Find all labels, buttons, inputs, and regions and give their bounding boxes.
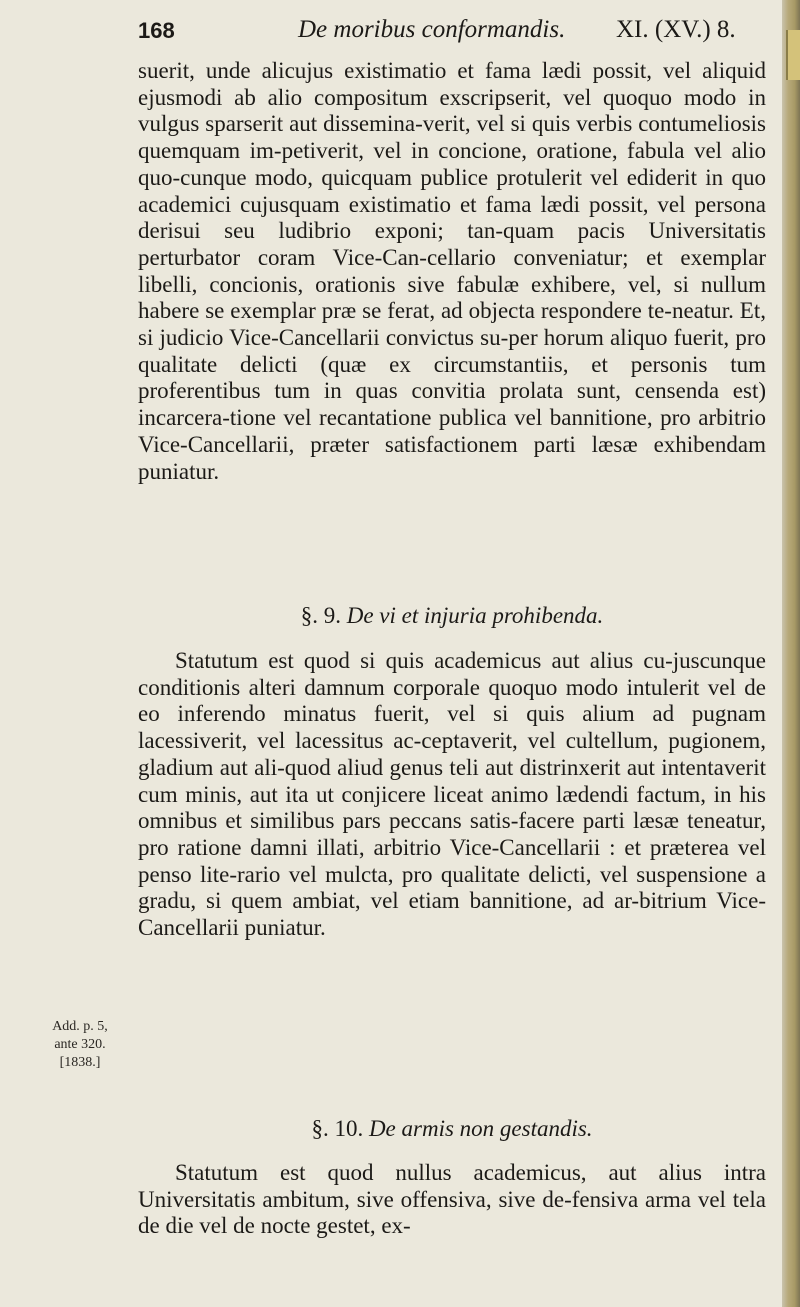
page-tab-marker <box>786 30 800 80</box>
section-10-text: Statutum est quod nullus academicus, aut alius intra Universitatis ambitum, sive offensiva, sive de-fensiva arma vel tela de die vel de nocte gestet, ex- <box>138 1160 766 1239</box>
section-9-title: De vi et injuria prohibenda. <box>346 603 604 628</box>
page-number: 168 <box>138 18 175 43</box>
section-9-body <box>138 648 766 942</box>
section-10-heading <box>138 1116 766 1142</box>
margin-note-line: Add. p. 5, <box>52 1019 108 1034</box>
book-edge <box>782 0 800 1307</box>
running-head <box>138 16 778 52</box>
section-9-heading <box>138 603 766 629</box>
section-10-body <box>138 1160 766 1240</box>
section-10-number: §. 10. <box>311 1116 364 1141</box>
margin-note <box>30 1018 130 1072</box>
paragraph-text: suerit, unde alicujus existimatio et fama lædi possit, vel aliquid ejusmodi ab alio compositum exscripserit, vel quoquo modo in vulgus sparserit aut dissemina-verit, vel si quis verbis contumeliosis quemquam im-petiverit, vel in concione, oratione, fabula vel alio quo-cunque modo, quicquam publice protulerit vel ediderit in quo academici cujusquam existimatio et fama lædi possit, vel persona derisui seu ludibrio exponi; tan-quam pacis Universitatis perturbator coram Vice-Can-cellario conveniatur; et exemplar libelli, concionis, orationis sive fabulæ exhibere, vel, si nullum habere se exemplar præ se ferat, ad objecta respondere te-neatur. Et, si judicio Vice-Cancellarii convictus su-per horum aliquo fuerit, pro qualitate delicti (quæ ex circumstantiis, et personis tum proferentibus tum in quas convitia prolata sunt, censenda est) incarcera-tione vel recantatione publica vel bannitione, pro arbitrio Vice-Cancellarii, præter satisfactionem parti læsæ exhibendam puniatur. <box>138 58 766 484</box>
paragraph-continuation <box>138 58 766 485</box>
running-section: XI. (XV.) 8. <box>616 16 736 43</box>
section-9-text: Statutum est quod si quis academicus aut alius cu-juscunque conditionis alteri damnum corporale quoquo modo intulerit vel de eo inferendo minatus fuerit, vel si quis alium ad pugnam lacessiverit, vel lacessitus ac-ceptaverit, vel cultellum, pugionem, gladium aut ali-quod aliud genus teli aut distrinxerit aut intentaverit cum minis, aut ita ut conjicere liceat animo lædendi factum, in his omnibus et similibus pars peccans satis-facere parti læsæ teneatur, pro ratione damni illati, arbitrio Vice-Cancellarii : et præterea vel penso lite-rario vel mulcta, pro qualitate delicti, vel suspensione a gradu, si quem ambiat, vel etiam bannitione, ad ar-bitrium Vice-Cancellarii puniatur. <box>138 648 766 941</box>
margin-note-line: ante 320. <box>54 1037 106 1052</box>
margin-note-line: [1838.] <box>59 1055 101 1070</box>
section-9-number: §. 9. <box>300 603 341 628</box>
running-title: De moribus conformandis. <box>298 16 566 43</box>
section-10-title: De armis non gestandis. <box>368 1116 593 1141</box>
